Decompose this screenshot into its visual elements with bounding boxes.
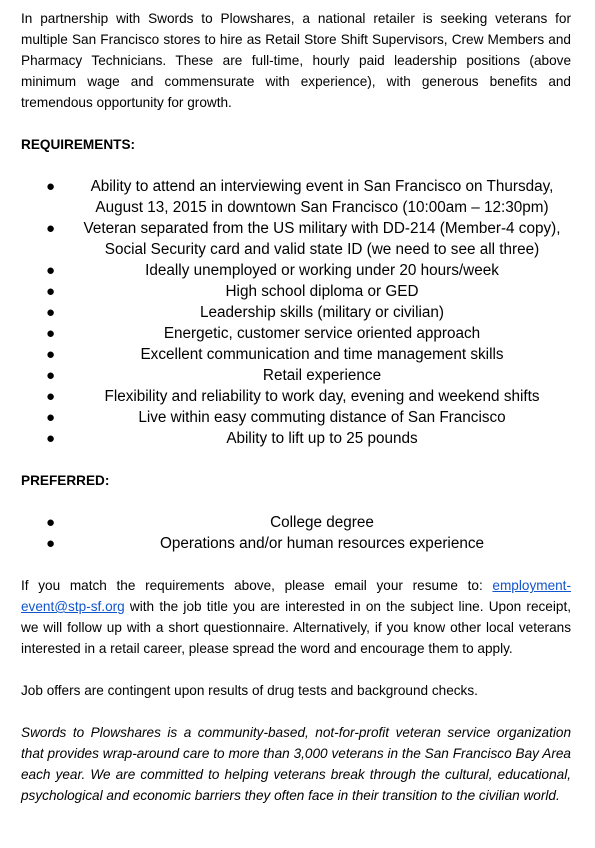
list-item-text: Ideally unemployed or working under 20 hours/week xyxy=(145,262,499,279)
list-item xyxy=(21,428,571,449)
list-item xyxy=(21,281,571,302)
bullet-icon: ● xyxy=(46,430,56,447)
requirements-list xyxy=(21,176,571,449)
list-item xyxy=(21,176,571,218)
list-item-text: Retail experience xyxy=(262,367,382,384)
bullet-icon: ● xyxy=(46,220,56,237)
list-item xyxy=(21,386,571,407)
bullet-icon: ● xyxy=(46,178,56,195)
preferred-list xyxy=(21,512,571,554)
list-item xyxy=(21,365,571,386)
document-page xyxy=(21,8,571,806)
list-item xyxy=(21,344,571,365)
bullet-icon: ● xyxy=(46,409,56,426)
list-item-text: Ability to lift up to 25 pounds xyxy=(226,430,418,447)
list-item xyxy=(21,533,571,554)
requirements-heading: REQUIREMENTS: xyxy=(21,137,136,152)
list-item-text: Flexibility and reliability to work day, evening and weekend shifts xyxy=(104,388,540,405)
list-item xyxy=(21,407,571,428)
bullet-icon: ● xyxy=(46,262,56,279)
intro-paragraph: In partnership with Swords to Plowshares, a national retailer is seeking veterans for multiple San Francisco stores to hire as Retail Store Shift Supervisors, Crew Members and Pharmacy Technicians. These are full-time, hourly paid leadership positions (above minimum wage and commensurate with experience), with generous benefits and tremendous opportunity for growth. xyxy=(21,11,571,110)
list-item xyxy=(21,323,571,344)
email-link[interactable]: employment-event@stp-sf.org xyxy=(21,578,571,614)
offers-note: Job offers are contingent upon results of drug tests and background checks. xyxy=(21,683,478,698)
bullet-icon: ● xyxy=(46,304,56,321)
bullet-icon: ● xyxy=(46,514,56,531)
bullet-icon: ● xyxy=(46,367,56,384)
list-item-text: Excellent communication and time management skills xyxy=(140,346,504,363)
contact-paragraph xyxy=(21,575,571,659)
spacer xyxy=(21,113,571,134)
bullet-icon: ● xyxy=(46,283,56,300)
bullet-icon: ● xyxy=(46,325,56,342)
spacer xyxy=(21,659,571,680)
spacer xyxy=(21,449,571,470)
list-item xyxy=(21,302,571,323)
list-item xyxy=(21,260,571,281)
list-item-text: Live within easy commuting distance of San Francisco xyxy=(138,409,506,426)
about-paragraph: Swords to Plowshares is a community-based, not-for-profit veteran service organization that provides wrap-around care to more than 3,000 veterans in the San Francisco Bay Area each year. We are committed to helping veterans break through the cultural, educational, psychological and economic barriers they often face in their transition to the civilian world. xyxy=(21,725,571,803)
list-item xyxy=(21,218,571,260)
list-item-text: High school diploma or GED xyxy=(225,283,419,300)
list-item-text: Energetic, customer service oriented approach xyxy=(163,325,481,342)
list-item-text: Ability to attend an interviewing event in San Francisco on Thursday, August 13, 2015 in downtown San Francisco (10:00am – 12:30pm) xyxy=(90,178,554,216)
spacer xyxy=(21,491,571,512)
bullet-icon: ● xyxy=(46,346,56,363)
list-item xyxy=(21,512,571,533)
preferred-heading: PREFERRED: xyxy=(21,473,110,488)
contact-text-before: If you match the requirements above, please email your resume to: xyxy=(21,578,493,593)
list-item-text: Leadership skills (military or civilian) xyxy=(200,304,444,321)
bullet-icon: ● xyxy=(46,388,56,405)
spacer xyxy=(21,701,571,722)
spacer xyxy=(21,554,571,575)
list-item-text: College degree xyxy=(270,514,374,531)
bullet-icon: ● xyxy=(46,535,56,552)
list-item-text: Veteran separated from the US military with DD-214 (Member-4 copy), Social Security card and valid state ID (we need to see all three) xyxy=(83,220,561,258)
contact-text-after: with the job title you are interested in on the subject line. Upon receipt, we will follow up with a short questionnaire. Alternatively, if you know other local veterans interested in a retail career, please spread the word and encourage them to apply. xyxy=(21,599,571,656)
list-item-text: Operations and/or human resources experience xyxy=(160,535,484,552)
spacer xyxy=(21,155,571,176)
